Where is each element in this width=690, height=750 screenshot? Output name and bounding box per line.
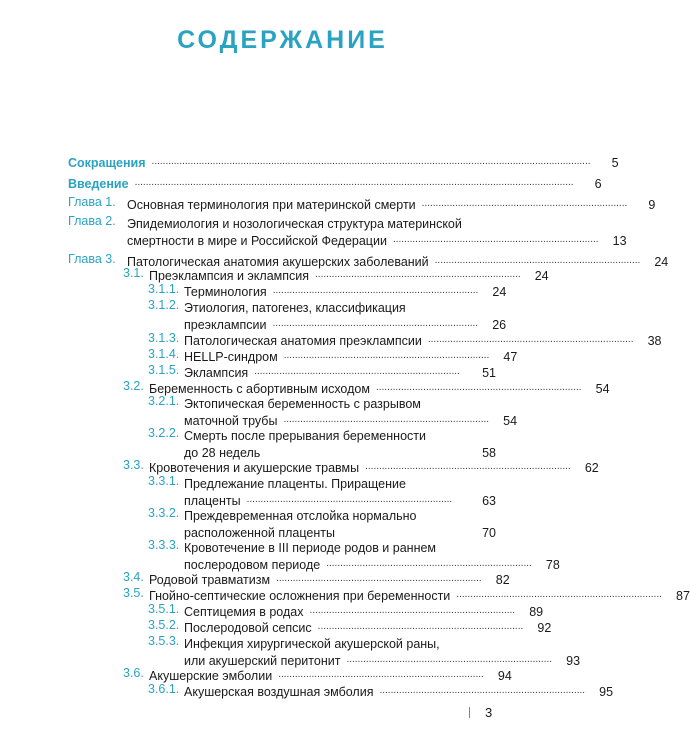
toc-entry-title: Основная терминология при материнской смерти [127, 198, 416, 212]
toc-entry-title: Этиология, патогенез, классификация [184, 301, 406, 315]
leader-dots: .......................................................................... [283, 350, 490, 361]
toc-page-number: 62 [584, 461, 599, 475]
toc-entry-title: Преждевременная отслойка нормально [184, 509, 417, 523]
subsection-label: 3.1.5. [148, 363, 180, 377]
section-label: 3.2. [123, 379, 144, 393]
toc-entry-title: Эктопическая беременность с разрывом [184, 397, 421, 411]
toc-entry-title: Кровотечение в III периоде родов и раннем [184, 541, 437, 555]
subsection-label: 3.5.2. [148, 618, 180, 632]
toc-entry-title: HELLP-синдром [184, 350, 278, 364]
toc-entry-title: Послеродовой сепсис [184, 621, 312, 635]
subsection-label: 3.5.1. [148, 602, 180, 616]
toc-entry-title: Преэклампсия и эклампсия [149, 269, 310, 283]
page-number: 3 [485, 705, 493, 720]
section-label: 3.3. [123, 458, 144, 472]
leader-dots: .......................................................................... [379, 685, 586, 696]
leader-dots: .......................................................................... [365, 461, 571, 472]
toc-entry-title: Предлежание плаценты. Приращение [184, 477, 406, 491]
toc-entry-title: Септицемия в родах [184, 605, 304, 619]
leader-dots: .......................................................................... [246, 494, 453, 505]
toc-page-number: 47 [503, 350, 518, 364]
toc-entry-title: Инфекция хирургической акушерской раны, [184, 637, 440, 651]
toc-entry-title: Сокращения [68, 156, 146, 170]
leader-dots: .......................................................................... [434, 255, 641, 266]
toc-entry-title-cont: или акушерский перитонит [184, 654, 341, 668]
leader-dots: .......................................................................... [272, 318, 479, 329]
footer-divider [469, 707, 470, 718]
toc-entry-title-cont: маточной трубы [184, 414, 278, 428]
leader-dots: .......................................................................... [276, 573, 482, 584]
leader-dots: .......................................................................... [315, 269, 521, 280]
leader-dots: .............................................................................................................................................................. [151, 156, 591, 167]
toc-entry-title-cont: плаценты [184, 494, 241, 508]
chapter-label: Глава 3. [68, 252, 116, 266]
toc-entry-title-cont: послеродовом периоде [184, 558, 321, 572]
toc-page-number: 54 [503, 414, 518, 428]
leader-dots: .......................................................................... [392, 234, 599, 245]
toc-page-number: 24 [654, 255, 669, 269]
toc-page-number: 78 [545, 558, 560, 572]
toc-page-number: 70 [482, 526, 496, 540]
leader-dots: .......................................................................... [278, 669, 484, 680]
subsection-label: 3.2.1. [148, 394, 180, 408]
toc-entry-title: Акушерские эмболии [149, 669, 273, 683]
leader-dots: .......................................................................... [421, 198, 628, 209]
toc-entry-title: Кровотечения и акушерские травмы [149, 461, 360, 475]
section-label: 3.4. [123, 570, 144, 584]
toc-page-number: 6 [594, 177, 602, 191]
subsection-label: 3.1.2. [148, 298, 180, 312]
toc-entry-title: Смерть после прерывания беременности [184, 429, 426, 443]
section-label: 3.1. [123, 266, 144, 280]
leader-dots: .............................................................................................................................................................. [134, 177, 574, 188]
toc-page-number: 94 [497, 669, 512, 683]
toc-page-number: 89 [529, 605, 544, 619]
leader-dots: .......................................................................... [254, 366, 460, 377]
toc-entry-title-cont: преэклампсии [184, 318, 267, 332]
toc-page-number: 9 [648, 198, 656, 212]
toc-entry-title-cont: расположенной плаценты [184, 526, 335, 540]
toc-page-number: 58 [482, 446, 496, 460]
subsection-label: 3.1.1. [148, 282, 180, 296]
leader-dots: .......................................................................... [456, 589, 662, 600]
toc-entry-introduction[interactable] [68, 174, 602, 191]
subsection-label: 3.3.2. [148, 506, 180, 520]
toc-entry-title: Патологическая анатомия преэклампсии [184, 334, 422, 348]
toc-page-number: 63 [482, 494, 496, 508]
toc-page-number: 24 [534, 269, 549, 283]
toc-page-number: 51 [482, 366, 496, 380]
toc-entry-title: Акушерская воздушная эмболия [184, 685, 374, 699]
toc-entry-abbreviations[interactable] [68, 153, 619, 170]
toc-page-number: 13 [612, 234, 627, 248]
toc-page-number: 87 [676, 589, 690, 603]
subsection-label: 3.1.3. [148, 331, 180, 345]
toc-page-number: 54 [595, 382, 610, 396]
subsection-label: 3.2.2. [148, 426, 180, 440]
toc-entry-title: Эклампсия [184, 366, 249, 380]
subsection-label: 3.3.1. [148, 474, 180, 488]
toc-entry-title: Эпидемиология и нозологическая структура материнской [127, 217, 462, 231]
leader-dots: .......................................................................... [326, 558, 532, 569]
section-label: 3.6. [123, 666, 144, 680]
leader-dots: .......................................................................... [272, 285, 479, 296]
leader-dots: .......................................................................... [309, 605, 516, 616]
leader-dots: .......................................................................... [375, 382, 582, 393]
toc-page-number: 82 [495, 573, 510, 587]
toc-entry-title-cont: смертности в мире и Российской Федерации [127, 234, 387, 248]
toc-page-number: 38 [647, 334, 662, 348]
leader-dots: .......................................................................... [317, 621, 524, 632]
toc-entry-title: Патологическая анатомия акушерских заболеваний [127, 255, 429, 269]
toc-page-number: 95 [599, 685, 614, 699]
leader-dots: .......................................................................... [427, 334, 634, 345]
toc-page-number: 93 [566, 654, 581, 668]
toc-entry-title-cont: до 28 недель [184, 446, 261, 460]
page-title: СОДЕРЖАНИЕ [177, 26, 388, 54]
toc-page-number: 5 [611, 156, 619, 170]
toc-page-number: 92 [537, 621, 552, 635]
toc-entry-title: Родовой травматизм [149, 573, 271, 587]
toc-entry-title: Терминология [184, 285, 267, 299]
subsection-label: 3.5.3. [148, 634, 180, 648]
subsection-label: 3.1.4. [148, 347, 180, 361]
leader-dots: .......................................................................... [283, 414, 490, 425]
page-footer [485, 705, 492, 720]
chapter-label: Глава 2. [68, 214, 116, 228]
toc-page-number: 26 [492, 318, 507, 332]
toc-entry-title: Гнойно-септические осложнения при беременности [149, 589, 451, 603]
subsection-label: 3.6.1. [148, 682, 180, 696]
toc-entry-title: Введение [68, 177, 129, 191]
toc-entry-title: Беременность с абортивным исходом [149, 382, 370, 396]
section-label: 3.5. [123, 586, 144, 600]
leader-dots: .......................................................................... [346, 654, 553, 665]
toc-page-number: 24 [492, 285, 507, 299]
chapter-label: Глава 1. [68, 195, 116, 209]
subsection-label: 3.3.3. [148, 538, 180, 552]
